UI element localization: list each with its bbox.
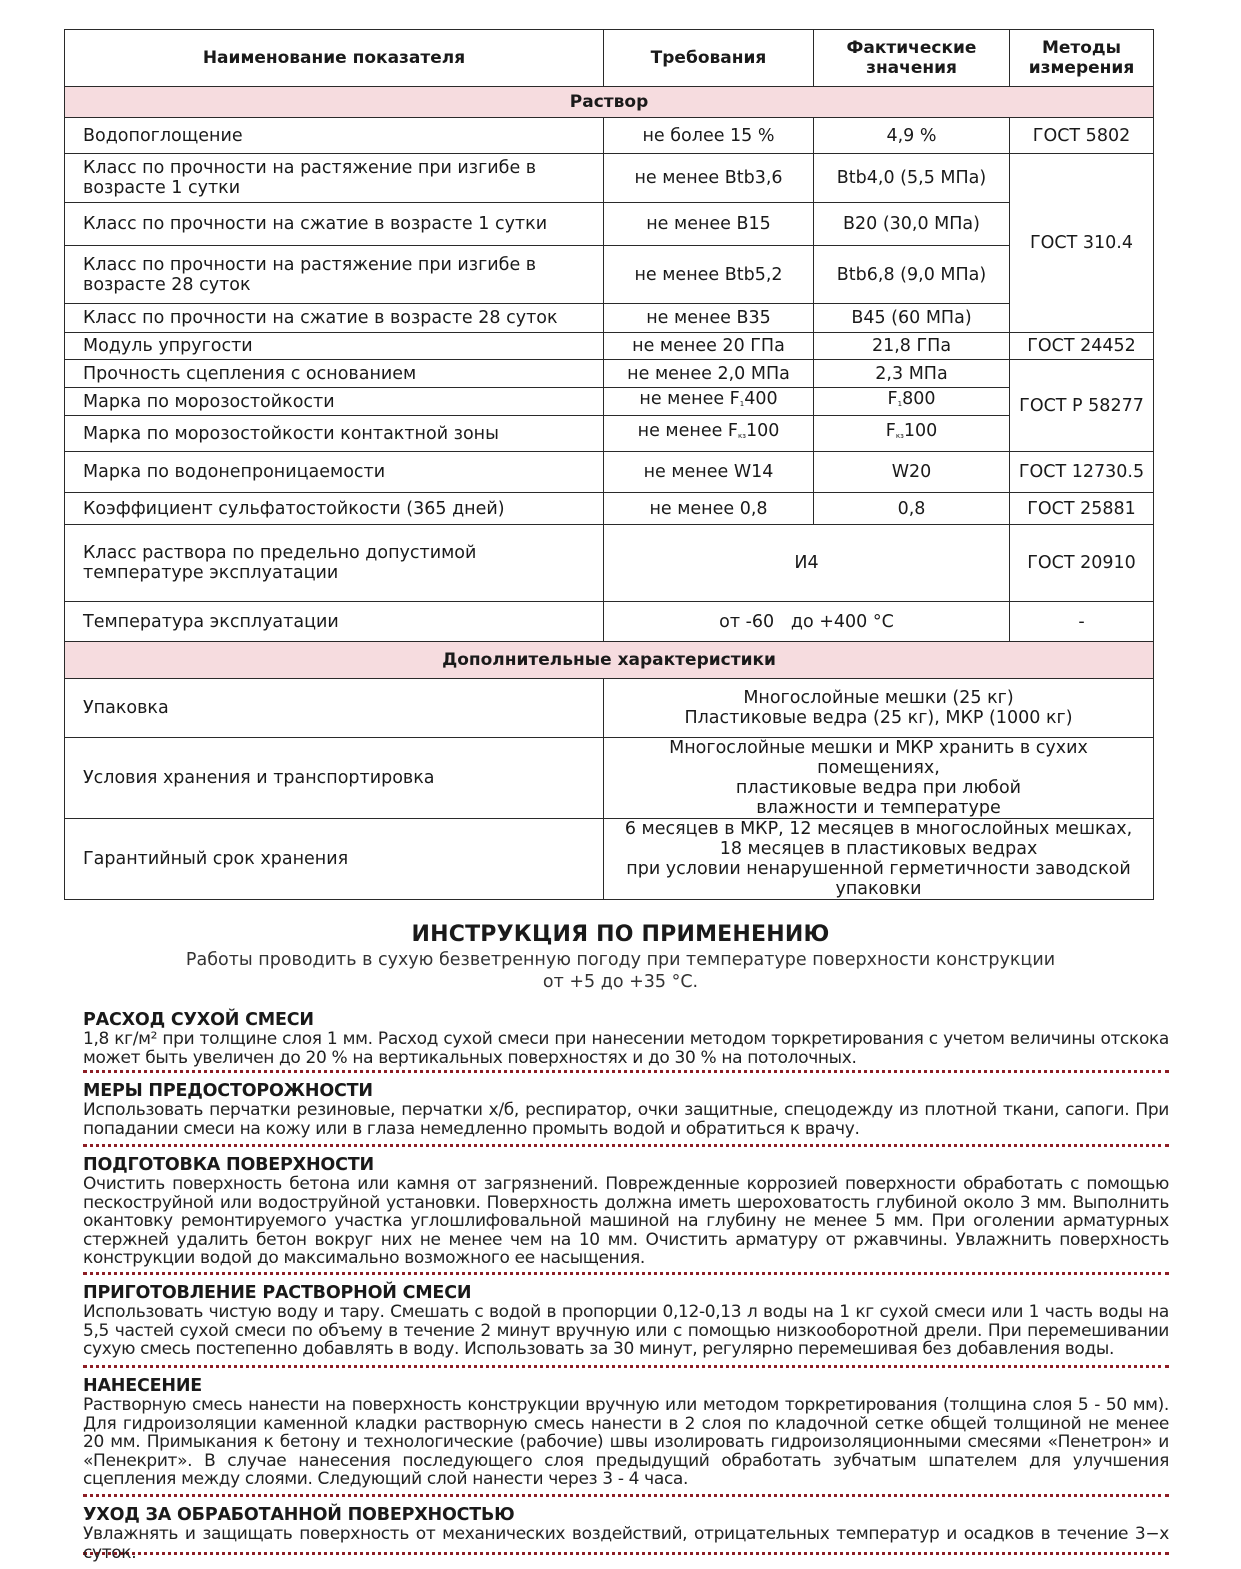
table-row [65,333,1154,360]
row-requirement: не менее 20 ГПа [604,333,814,360]
table-row [65,203,1154,246]
specs-table [64,29,1154,900]
row-method: ГОСТ 20910 [1010,525,1154,602]
table-row [65,452,1154,493]
row-name: Прочность сцепления с основанием [65,360,604,388]
row-name: Класс раствора по предельно допустимой температуре эксплуатации [65,525,604,602]
row-name: Гарантийный срок хранения [65,819,604,900]
instructions-subtitle-line2: от +5 до +35 °С. [542,972,699,992]
row-actual: B20 (30,0 МПа) [814,203,1010,246]
row-requirement: не менее B15 [604,203,814,246]
row-name: Класс по прочности на растяжение при изгибе в возрасте 28 суток [65,246,604,304]
instruction-section [83,1147,1169,1275]
req-suffix: 100 [745,421,780,441]
row-method: ГОСТ 25881 [1010,493,1154,525]
row-value [604,738,1154,819]
value-line: при условии ненарушенной герметичности заводской упаковки [626,859,1131,899]
row-method: ГОСТ 24452 [1010,333,1154,360]
instructions-title: ИНСТРУКЦИЯ ПО ПРИМЕНЕНИЮ [411,922,830,947]
fact-suffix: 100 [903,421,938,441]
row-requirement [604,388,814,416]
row-actual: 21,8 ГПа [814,333,1010,360]
row-name: Марка по морозостойкости контактной зоны [65,416,604,452]
section-text: 1,8 кг/м² при толщине слоя 1 мм. Расход сухой смеси при нанесении методом торкретирования с учетом величины отскока может быть увеличен до 20 % на вертикальных поверхностях и до 30 % на потолочных. [83,1029,1169,1068]
row-actual [814,388,1010,416]
section-row [65,642,1154,679]
table-row [65,738,1154,819]
section-heading: НАНЕСЕНИЕ [83,1376,203,1396]
table-row [65,525,1154,602]
section-text: Использовать чистую воду и тару. Смешать с водой в пропорции 0,12-0,13 л воды на 1 кг сухой смеси или 1 часть воды на 5,5 частей сухой смеси по объему в течение 2 минут вручную или с помощью низкооборотной дрели. При перемешивании сухую смесь постепенно добавлять в воду. Использовать за 30 минут, регулярно перемешивая без добавления воды. [83,1302,1169,1359]
header-methods: Методы измерения [1010,30,1154,87]
table-row [65,493,1154,525]
table-row [65,416,1154,452]
table-row [65,819,1154,900]
table-row [65,679,1154,738]
section-heading: РАСХОД СУХОЙ СМЕСИ [83,1010,314,1030]
value-line: влажности и температуре [756,798,1001,818]
fact-prefix: F [885,421,896,441]
header-name: Наименование показателя [65,30,604,87]
value-line: пластиковые ведра при любой [735,778,1022,798]
table-row [65,388,1154,416]
row-name: Условия хранения и транспортировка [65,738,604,819]
instruction-section [83,1497,1169,1563]
table-row [65,246,1154,304]
instruction-section [83,1008,1169,1073]
row-name: Водопоглощение [65,118,604,154]
row-name: Класс по прочности на сжатие в возрасте 1 сутки [65,203,604,246]
table-row [65,118,1154,154]
section-heading: ПОДГОТОВКА ПОВЕРХНОСТИ [83,1155,374,1175]
row-actual: 0,8 [814,493,1010,525]
row-name: Модуль упругости [65,333,604,360]
fact-prefix: F [887,389,898,409]
row-name: Температура эксплуатации [65,602,604,642]
row-method: - [1010,602,1154,642]
row-actual: 2,3 МПа [814,360,1010,388]
instruction-section [83,1368,1169,1497]
instruction-section [83,1073,1169,1147]
section-row [65,87,1154,118]
value-line: 18 месяцев в пластиковых ведрах [719,839,1038,859]
row-method-group: ГОСТ Р 58277 [1010,360,1154,452]
row-actual: Btb6,8 (9,0 МПа) [814,246,1010,304]
row-requirement [604,416,814,452]
row-method: ГОСТ 12730.5 [1010,452,1154,493]
row-value: И4 [604,525,1010,602]
row-value: от -60 до +400 °С [604,602,1010,642]
table-row [65,154,1154,203]
row-requirement: не менее Btb3,6 [604,154,814,203]
row-method: ГОСТ 5802 [1010,118,1154,154]
value-line: Многослойные мешки и МКР хранить в сухих помещениях, [669,738,1088,778]
table-row [65,602,1154,642]
row-actual: B45 (60 МПа) [814,304,1010,333]
row-value [604,679,1154,738]
row-name: Марка по водонепроницаемости [65,452,604,493]
row-requirement: не более 15 % [604,118,814,154]
instructions-sections [83,1008,1169,1563]
section-heading: УХОД ЗА ОБРАБОТАННОЙ ПОВЕРХНОСТЬЮ [83,1505,515,1525]
value-line: Пластиковые ведра (25 кг), МКР (1000 кг) [684,708,1073,728]
row-name: Класс по прочности на растяжение при изгибе в возрасте 1 сутки [65,154,604,203]
value-line: Многослойные мешки (25 кг) [743,688,1014,708]
section-text: Использовать перчатки резиновые, перчатки х/б, респиратор, очки защитные, спецодежду из плотной ткани, сапоги. При попадании смеси на кожу или в глаза немедленно промыть водой и обратиться к врачу. [83,1100,1169,1139]
row-requirement: не менее W14 [604,452,814,493]
section-heading: МЕРЫ ПРЕДОСТОРОЖНОСТИ [83,1081,373,1101]
req-prefix: не менее F [639,389,740,409]
value-line: 6 месяцев в МКР, 12 месяцев в многослойных мешках, [624,819,1133,839]
row-requirement: не менее 0,8 [604,493,814,525]
req-subscript: кз [737,432,746,440]
row-actual: 4,9 % [814,118,1010,154]
fact-subscript: кз [895,432,904,440]
header-requirements: Требования [604,30,814,87]
req-subscript: 1 [739,400,745,408]
instruction-section [83,1275,1169,1368]
section-text: Очистить поверхность бетона или камня от загрязнений. Поврежденные коррозией поверхности обработать с помощью пескоструйной или водоструйной установки. Поверхность должна иметь шероховатость глубиной около 3 мм. Выполнить окантовку ремонтируемого участка углошлифовальной машиной на глубину не менее 5 мм. При оголении арматурных стержней удалить бетон вокруг них не менее чем на 10 мм. Очистить арматуру от ржавчины. Увлажнить поверхность конструкции водой до максимально возможного ее насыщения. [83,1174,1169,1268]
row-name: Упаковка [65,679,604,738]
row-requirement: не менее B35 [604,304,814,333]
instructions-header [0,921,1241,993]
section-title: Раствор [65,87,1154,118]
section-title: Дополнительные характеристики [65,642,1154,679]
row-requirement: не менее 2,0 МПа [604,360,814,388]
req-prefix: не менее F [637,421,738,441]
table-row [65,304,1154,333]
row-actual: Btb4,0 (5,5 МПа) [814,154,1010,203]
table-row [65,360,1154,388]
row-actual [814,416,1010,452]
row-requirement: не менее Btb5,2 [604,246,814,304]
header-actual-values: Фактические значения [814,30,1010,87]
table-header-row [65,30,1154,87]
section-text: Растворную смесь нанести на поверхность конструкции вручную или методом торкретирования (толщина слоя 5 - 50 мм). Для гидроизоляции каменной кладки растворную смесь нанести в 2 слоя по кладочной сетке общей толщиной не менее 20 мм. Примыкания к бетону и технологические (рабочие) швы изолировать гидроизоляционными смесями «Пенетрон» и «Пенекрит». В случае нанесения последующего слоя предыдущий обработать зубчатым шпателем для улучшения сцепления между слоями. Следующий слой нанести через 3 - 4 часа. [83,1395,1169,1489]
fact-subscript: 1 [897,400,903,408]
fact-suffix: 800 [902,389,936,409]
instructions-subtitle-line1: Работы проводить в сухую безветренную погоду при температуре поверхности конструкции [185,950,1056,970]
row-value [604,819,1154,900]
row-name: Коэффициент сульфатостойкости (365 дней) [65,493,604,525]
row-actual: W20 [814,452,1010,493]
req-suffix: 400 [744,389,778,409]
section-heading: ПРИГОТОВЛЕНИЕ РАСТВОРНОЙ СМЕСИ [83,1283,472,1303]
row-name: Марка по морозостойкости [65,388,604,416]
section-text: Увлажнять и защищать поверхность от механических воздействий, отрицательных температур и осадков в течение 3−х суток. [83,1524,1169,1563]
row-name: Класс по прочности на сжатие в возрасте 28 суток [65,304,604,333]
row-method-group: ГОСТ 310.4 [1010,154,1154,333]
